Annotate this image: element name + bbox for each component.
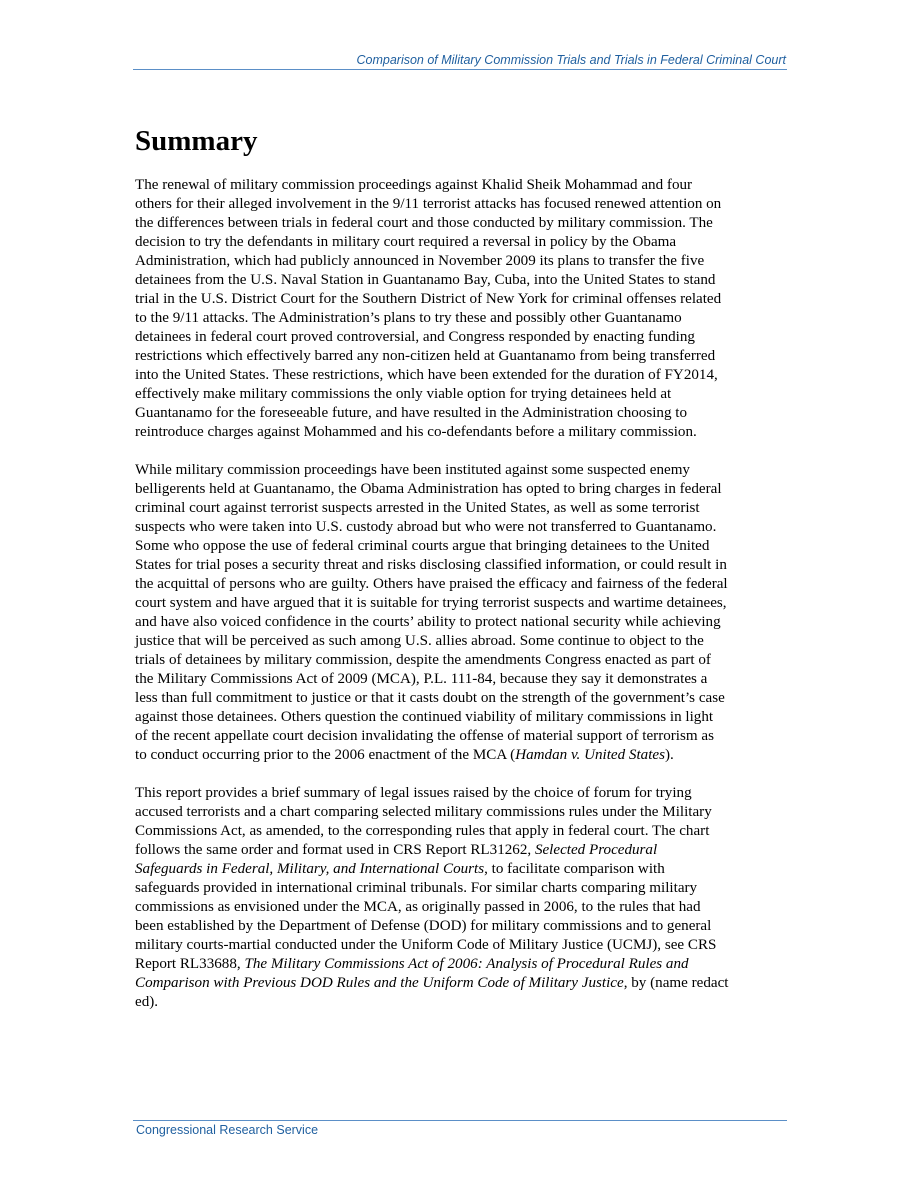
footer-org-name: Congressional Research Service (136, 1123, 319, 1137)
section-title: Summary (135, 125, 258, 157)
paragraph-3-text-b: , to facilitate comparison with safeguards provided in international criminal tribunals. For similar charts comparing military commissions as envisioned under the MCA, as originally passed in 2006, to the rules that had been established by the Department of Defense (DOD) for military commissions and to general military courts-martial conducted under the Uniform Code of Military Justice (UCMJ), see CRS Report RL33688, (135, 861, 717, 972)
paragraph-3-text-a: This report provides a brief summary of legal issues raised by the choice of forum for trying accused terrorists and a chart comparing selected military commissions rules under the Military Commissions Act, as amended, to the corresponding rules that apply in federal court. The chart follows the same order and format used in CRS Report RL31262, (135, 785, 712, 858)
report-title-rl31262: Selected Procedural Safeguards in Federal, Military, and International Courts (135, 842, 658, 877)
report-title-rl33688: The Military Commissions Act of 2006: Analysis of Procedural Rules and Comparison with Previous DOD Rules and the Uniform Code of Military Justice (135, 956, 689, 991)
paragraph-2-text: While military commission proceedings have been instituted against some suspected enemy belligerents held at Guantanamo, the Obama Administration has opted to bring charges in federal criminal court against terrorist suspects arrested in the United States, as well as some terrorist suspects who were taken into U.S. custody abroad but who were not transferred to Guantanamo. Some who oppose the use of federal criminal courts argue that bringing detainees to the United States for trial poses a security threat and risks disclosing classified information, or could result in the acquittal of persons who are guilty. Others have praised the efficacy and fairness of the federal court system and have argued that it is suitable for trying terrorist suspects and wartime detainees, and have also voiced confidence in the courts’ ability to protect national security while achieving justice that will be perceived as such among U.S. allies abroad. Some continue to object to the trials of detainees by military commission, despite the amendments Congress enacted as part of the Military Commissions Act of 2009 (MCA), P.L. 111-84, because they say it demonstrates a less than full commitment to justice or that it casts doubt on the strength of the government’s case against those detainees. Others question the continued viability of military commissions in light of the recent appellate court decision invalidating the offense of material support of terrorism as to conduct occurring prior to the 2006 enactment of the MCA ( (135, 462, 728, 763)
case-name: Hamdan v. United States (515, 747, 665, 763)
paragraph-3 (135, 784, 787, 1012)
paragraph-2 (135, 461, 787, 765)
summary-body (135, 176, 787, 1031)
paragraph-2-end: ). (664, 747, 674, 763)
running-header: Comparison of Military Commission Trials and Trials in Federal Criminal Court (356, 53, 786, 67)
footer-divider (133, 1120, 787, 1121)
paragraph-1: The renewal of military commission proceedings against Khalid Sheik Mohammad and four others for their alleged involvement in the 9/11 terrorist attacks has focused renewed attention on the differences between trials in federal court and those conducted by military commission. The decision to try the defendants in military court required a reversal in policy by the Obama Administration, which had publicly announced in November 2009 its plans to transfer the five detainees from the U.S. Naval Station in Guantanamo Bay, Cuba, into the United States to stand trial in the U.S. District Court for the Southern District of New York for criminal offenses related to the 9/11 attacks. The Administration’s plans to try these and possibly other Guantanamo detainees in federal court proved controversial, and Congress responded by enacting funding restrictions which effectively barred any non-citizen held at Guantanamo from being transferred into the United States. These restrictions, which have been extended for the duration of FY2014, effectively make military commissions the only viable option for trying detainees held at Guantanamo for the foreseeable future, and have resulted in the Administration choosing to reintroduce charges against Mohammed and his co-defendants before a military commission. (135, 177, 722, 440)
paragraph-3-text-c: , by (name redact ed). (135, 975, 729, 1010)
header-divider (133, 69, 787, 70)
